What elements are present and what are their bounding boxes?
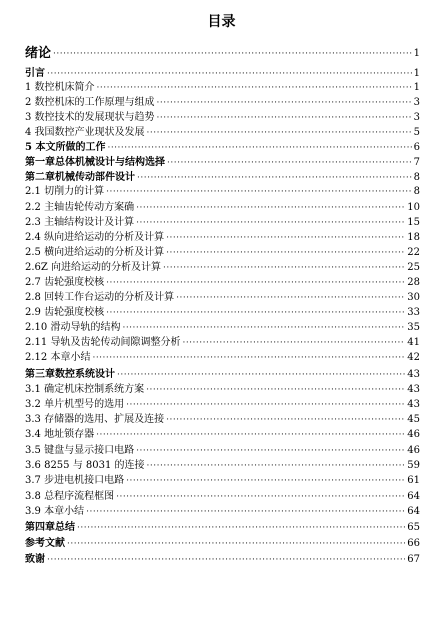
toc-entry-page: 30 (407, 292, 420, 303)
dot-leader (163, 262, 405, 274)
toc-entry-title: 2.1 切削力的计算 (25, 186, 105, 197)
dot-leader (176, 292, 405, 304)
toc-entry-page: 1 (413, 48, 420, 59)
dot-leader (106, 186, 412, 198)
toc-entry-page: 7 (413, 157, 420, 168)
toc-entry-page: 43 (407, 369, 420, 380)
dot-leader (97, 82, 412, 94)
dot-leader (146, 384, 405, 396)
dot-leader (167, 157, 412, 169)
toc-entry[interactable] (25, 427, 420, 441)
toc-entry[interactable] (25, 412, 420, 426)
dot-leader (166, 232, 405, 244)
toc-entry-title: 第二章机械传动部件设计 (25, 172, 135, 183)
toc-entry-page: 64 (407, 491, 420, 502)
dot-leader (92, 352, 405, 364)
dot-leader (157, 112, 412, 124)
toc-entry-title: 第四章总结 (25, 522, 75, 533)
toc-entry-page: 41 (407, 337, 420, 348)
toc-entry-title: 绪论 (25, 46, 52, 61)
toc-entry[interactable] (25, 66, 420, 80)
toc-entry[interactable] (25, 200, 420, 214)
toc-entry[interactable] (25, 473, 420, 487)
dot-leader (147, 460, 406, 472)
toc-entry-page: 1 (413, 82, 420, 93)
dot-leader (53, 48, 412, 60)
toc-entry-page: 25 (407, 262, 420, 273)
toc-entry-page: 22 (407, 247, 420, 258)
toc-entry-page: 67 (407, 554, 420, 565)
toc-entry-page: 15 (407, 217, 420, 228)
toc-entry-title: 2.12 本章小结 (25, 352, 91, 363)
toc-entry[interactable] (25, 140, 420, 154)
dot-leader (67, 538, 405, 550)
toc-entry-title: 1 数控机床简介 (25, 82, 95, 93)
toc-entry[interactable] (25, 552, 420, 566)
toc-entry-page: 28 (407, 277, 420, 288)
dot-leader (166, 414, 405, 426)
toc-entry-page: 8 (413, 172, 420, 183)
toc-entry[interactable] (25, 382, 420, 396)
toc-entry[interactable] (25, 155, 420, 169)
dot-leader (117, 369, 405, 381)
toc-entry-title: 3.4 地址锁存器 (25, 429, 95, 440)
toc-entry-page: 46 (407, 429, 420, 440)
dot-leader (107, 142, 411, 154)
toc-entry-page: 8 (413, 186, 420, 197)
toc-entry-title: 5 本文所做的工作 (25, 142, 106, 153)
toc-entry[interactable] (25, 504, 420, 518)
toc-entry[interactable] (25, 335, 420, 349)
toc-entry-page: 65 (407, 522, 420, 533)
toc-entry[interactable] (25, 305, 420, 319)
toc-entry-title: 2.2 主轴齿轮传动方案确 (25, 202, 135, 213)
toc-entry-title: 3.1 确定机床控制系统方案 (25, 384, 145, 395)
toc-entry[interactable] (25, 184, 420, 198)
toc-entry-title: 引言 (25, 68, 45, 79)
toc-entry[interactable] (25, 350, 420, 364)
toc-entry-title: 2.8 回转工作台运动的分析及计算 (25, 292, 175, 303)
toc-entry-page: 66 (407, 538, 420, 549)
toc-entry[interactable] (25, 170, 420, 184)
toc-entry-page: 5 (413, 127, 420, 138)
toc-entry-title: 3.2 单片机型号的选用 (25, 399, 125, 410)
dot-leader (96, 429, 405, 441)
toc-entry-title: 2.3 主轴结构设计及计算 (25, 217, 135, 228)
dot-leader (116, 491, 405, 503)
toc-entry-title: 第一章总体机械设计与结构选择 (25, 157, 165, 168)
toc-entry[interactable] (25, 42, 420, 60)
dot-leader (122, 322, 405, 334)
dot-leader (47, 554, 405, 566)
toc-entry-title: 2 数控机床的工作原理与组成 (25, 97, 155, 108)
toc-entry-title: 3.8 总程序流程框图 (25, 491, 115, 502)
dot-leader (136, 445, 405, 457)
toc-entry[interactable] (25, 397, 420, 411)
toc-entry-title: 2.9 齿轮强度校核 (25, 307, 105, 318)
toc-entry[interactable] (25, 290, 420, 304)
toc-entry-page: 59 (407, 460, 420, 471)
toc-entry[interactable] (25, 458, 420, 472)
toc-entry-title: 3.9 本章小结 (25, 506, 85, 517)
toc-entry[interactable] (25, 110, 420, 124)
toc-entry-title: 3.3 存储器的选用、扩展及连接 (25, 414, 165, 425)
dot-leader (136, 202, 405, 214)
toc-entry-title: 3.7 步进电机接口电路 (25, 475, 125, 486)
dot-leader (86, 506, 405, 518)
toc-entry-page: 33 (407, 307, 420, 318)
toc-entry-title: 2.10 滑动导轨的结构 (25, 322, 121, 333)
toc-entry[interactable] (25, 367, 420, 381)
toc-entry-page: 35 (407, 322, 420, 333)
toc-entry-title: 第三章数控系统设计 (25, 369, 115, 380)
toc-entry[interactable] (25, 230, 420, 244)
toc-entry[interactable] (25, 520, 420, 534)
toc-entry[interactable] (25, 320, 420, 334)
dot-leader (136, 217, 405, 229)
toc-entry[interactable] (25, 245, 420, 259)
dot-leader (47, 68, 412, 80)
toc-entry-title: 2.4 纵向进给运动的分析及计算 (25, 232, 165, 243)
dot-leader (106, 277, 405, 289)
toc-entry[interactable] (25, 275, 420, 289)
dot-leader (77, 522, 405, 534)
toc-entry-title: 3 数控技术的发展现状与趋势 (25, 112, 155, 123)
toc-entry-title: 2.7 齿轮强度校核 (25, 277, 105, 288)
dot-leader (147, 127, 412, 139)
dot-leader (137, 172, 412, 184)
dot-leader (157, 97, 412, 109)
toc-entry-page: 42 (407, 352, 420, 363)
dot-leader (106, 307, 405, 319)
toc-entry[interactable] (25, 95, 420, 109)
toc-entry-title: 致谢 (25, 554, 45, 565)
toc-entry-page: 3 (413, 97, 420, 108)
toc-entry-title: 4 我国数控产业现状及发展 (25, 127, 145, 138)
page-title: 目录 (207, 14, 236, 30)
toc-entry-page: 64 (407, 506, 420, 517)
toc-entry-title: 2.6Z 向进给运动的分析及计算 (25, 262, 162, 273)
toc-entry-page: 61 (407, 475, 420, 486)
dot-leader (166, 247, 405, 259)
toc-entry-page: 3 (413, 112, 420, 123)
toc-entry[interactable] (25, 80, 420, 94)
toc-entry[interactable] (25, 125, 420, 139)
toc-entry-title: 3.5 键盘与显示接口电路 (25, 445, 135, 456)
toc-entry[interactable] (25, 489, 420, 503)
toc-entry[interactable] (25, 443, 420, 457)
dot-leader (182, 337, 405, 349)
toc-entry-page: 45 (407, 414, 420, 425)
toc-entry-title: 参考文献 (25, 538, 65, 549)
toc-entry-title: 2.5 横向进给运动的分析及计算 (25, 247, 165, 258)
toc-entry[interactable] (25, 215, 420, 229)
dot-leader (126, 399, 405, 411)
dot-leader (126, 475, 405, 487)
toc-entry[interactable] (25, 260, 420, 274)
toc-entry-page: 6 (413, 142, 420, 153)
toc-entry-title: 2.11 导轨及齿轮传动间隙调整分析 (25, 337, 181, 348)
toc-entry[interactable] (25, 536, 420, 550)
toc-entry-page: 43 (407, 399, 420, 410)
toc-entry-page: 1 (413, 68, 420, 79)
toc-entry-page: 43 (407, 384, 420, 395)
toc-entry-page: 10 (407, 202, 420, 213)
toc-entry-title: 3.6 8255 与 8031 的连接 (25, 460, 145, 471)
toc-entry-page: 18 (407, 232, 420, 243)
toc-entry-page: 46 (407, 445, 420, 456)
